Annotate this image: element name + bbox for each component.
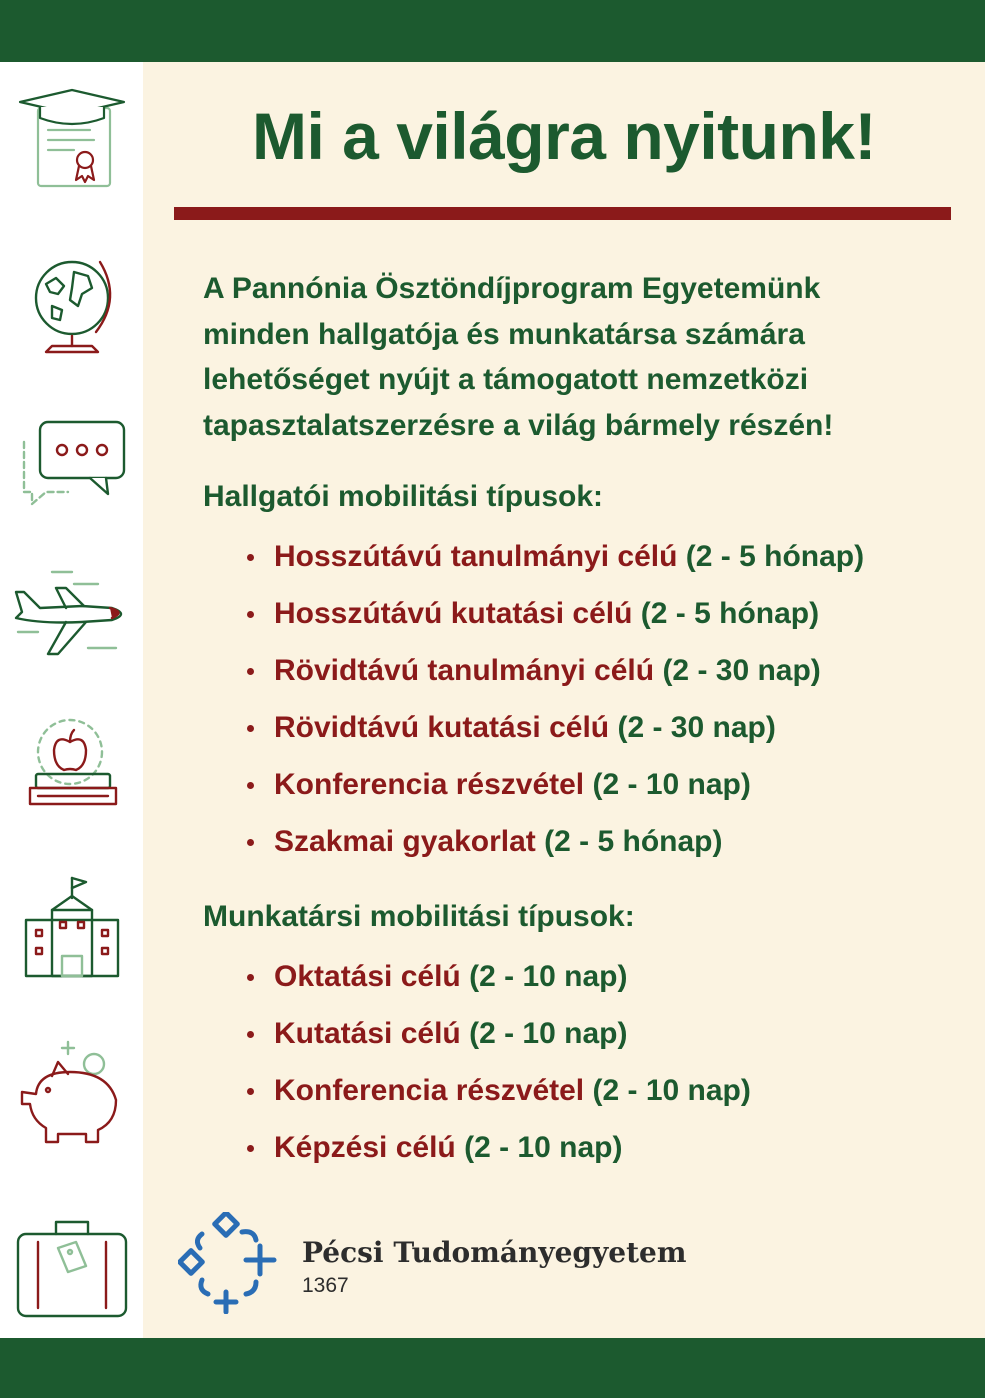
icon-sidebar <box>0 62 143 1338</box>
title-divider <box>174 207 951 220</box>
suitcase-icon <box>12 1210 132 1320</box>
mobility-type: Rövidtávú tanulmányi célú <box>274 654 655 687</box>
mobility-duration: (2 - 10 nap) <box>469 960 628 993</box>
list-item <box>244 642 864 699</box>
mobility-duration: (2 - 10 nap) <box>469 1017 628 1050</box>
mobility-type: Szakmai gyakorlat <box>274 825 536 858</box>
graduation-diploma-icon <box>12 88 132 198</box>
staff-mobility-heading: Munkatársi mobilitási típusok: <box>203 900 635 933</box>
page-title: Mi a világra nyitunk! <box>252 99 876 173</box>
list-item <box>244 585 864 642</box>
mobility-type: Hosszútávú tanulmányi célú <box>274 540 678 573</box>
list-item <box>244 1005 751 1062</box>
list-item <box>244 948 751 1005</box>
university-name: Pécsi Tudományegyetem <box>302 1236 687 1269</box>
intro-paragraph <box>203 266 943 448</box>
mobility-duration: (2 - 10 nap) <box>592 1074 751 1107</box>
mobility-duration: (2 - 10 nap) <box>464 1131 623 1164</box>
university-founding-year: 1367 <box>302 1274 349 1297</box>
list-item <box>244 699 864 756</box>
student-mobility-heading: Hallgatói mobilitási típusok: <box>203 480 604 513</box>
mobility-type: Hosszútávú kutatási célú <box>274 597 633 630</box>
bottom-banner-bar <box>0 1338 985 1398</box>
intro-line: tapasztalatszerzésre a világ bármely részén! <box>203 408 834 442</box>
intro-line: lehetőséget nyújt a támogatott nemzetközi <box>203 363 809 396</box>
mobility-type: Rövidtávú kutatási célú <box>274 711 610 744</box>
top-banner-bar <box>0 0 985 62</box>
chat-bubbles-icon <box>12 412 132 522</box>
globe-icon <box>12 248 132 358</box>
mobility-type: Konferencia részvétel <box>274 768 585 801</box>
student-mobility-list <box>244 528 864 870</box>
list-item <box>244 1119 751 1176</box>
school-building-icon <box>12 876 132 986</box>
list-item <box>244 813 864 870</box>
list-item <box>244 756 864 813</box>
mobility-duration: (2 - 10 nap) <box>592 768 751 801</box>
mobility-duration: (2 - 30 nap) <box>662 654 821 687</box>
mobility-type: Oktatási célú <box>274 960 461 993</box>
list-item <box>244 528 864 585</box>
mobility-type: Képzési célú <box>274 1131 456 1164</box>
mobility-duration: (2 - 5 hónap) <box>685 540 865 573</box>
mobility-type: Konferencia részvétel <box>274 1074 585 1107</box>
intro-line: A Pannónia Ösztöndíjprogram Egyetemünk <box>203 272 821 305</box>
apple-books-icon <box>12 712 132 822</box>
mobility-duration: (2 - 5 hónap) <box>640 597 820 630</box>
staff-mobility-list <box>244 948 751 1176</box>
airplane-icon <box>12 562 132 672</box>
mobility-duration: (2 - 30 nap) <box>617 711 776 744</box>
mobility-duration: (2 - 5 hónap) <box>544 825 723 858</box>
intro-line: minden hallgatója és munkatársa számára <box>203 317 805 351</box>
list-item <box>244 1062 751 1119</box>
university-logo-icon <box>178 1212 280 1314</box>
mobility-type: Kutatási célú <box>274 1017 461 1050</box>
piggy-bank-icon <box>12 1038 132 1148</box>
